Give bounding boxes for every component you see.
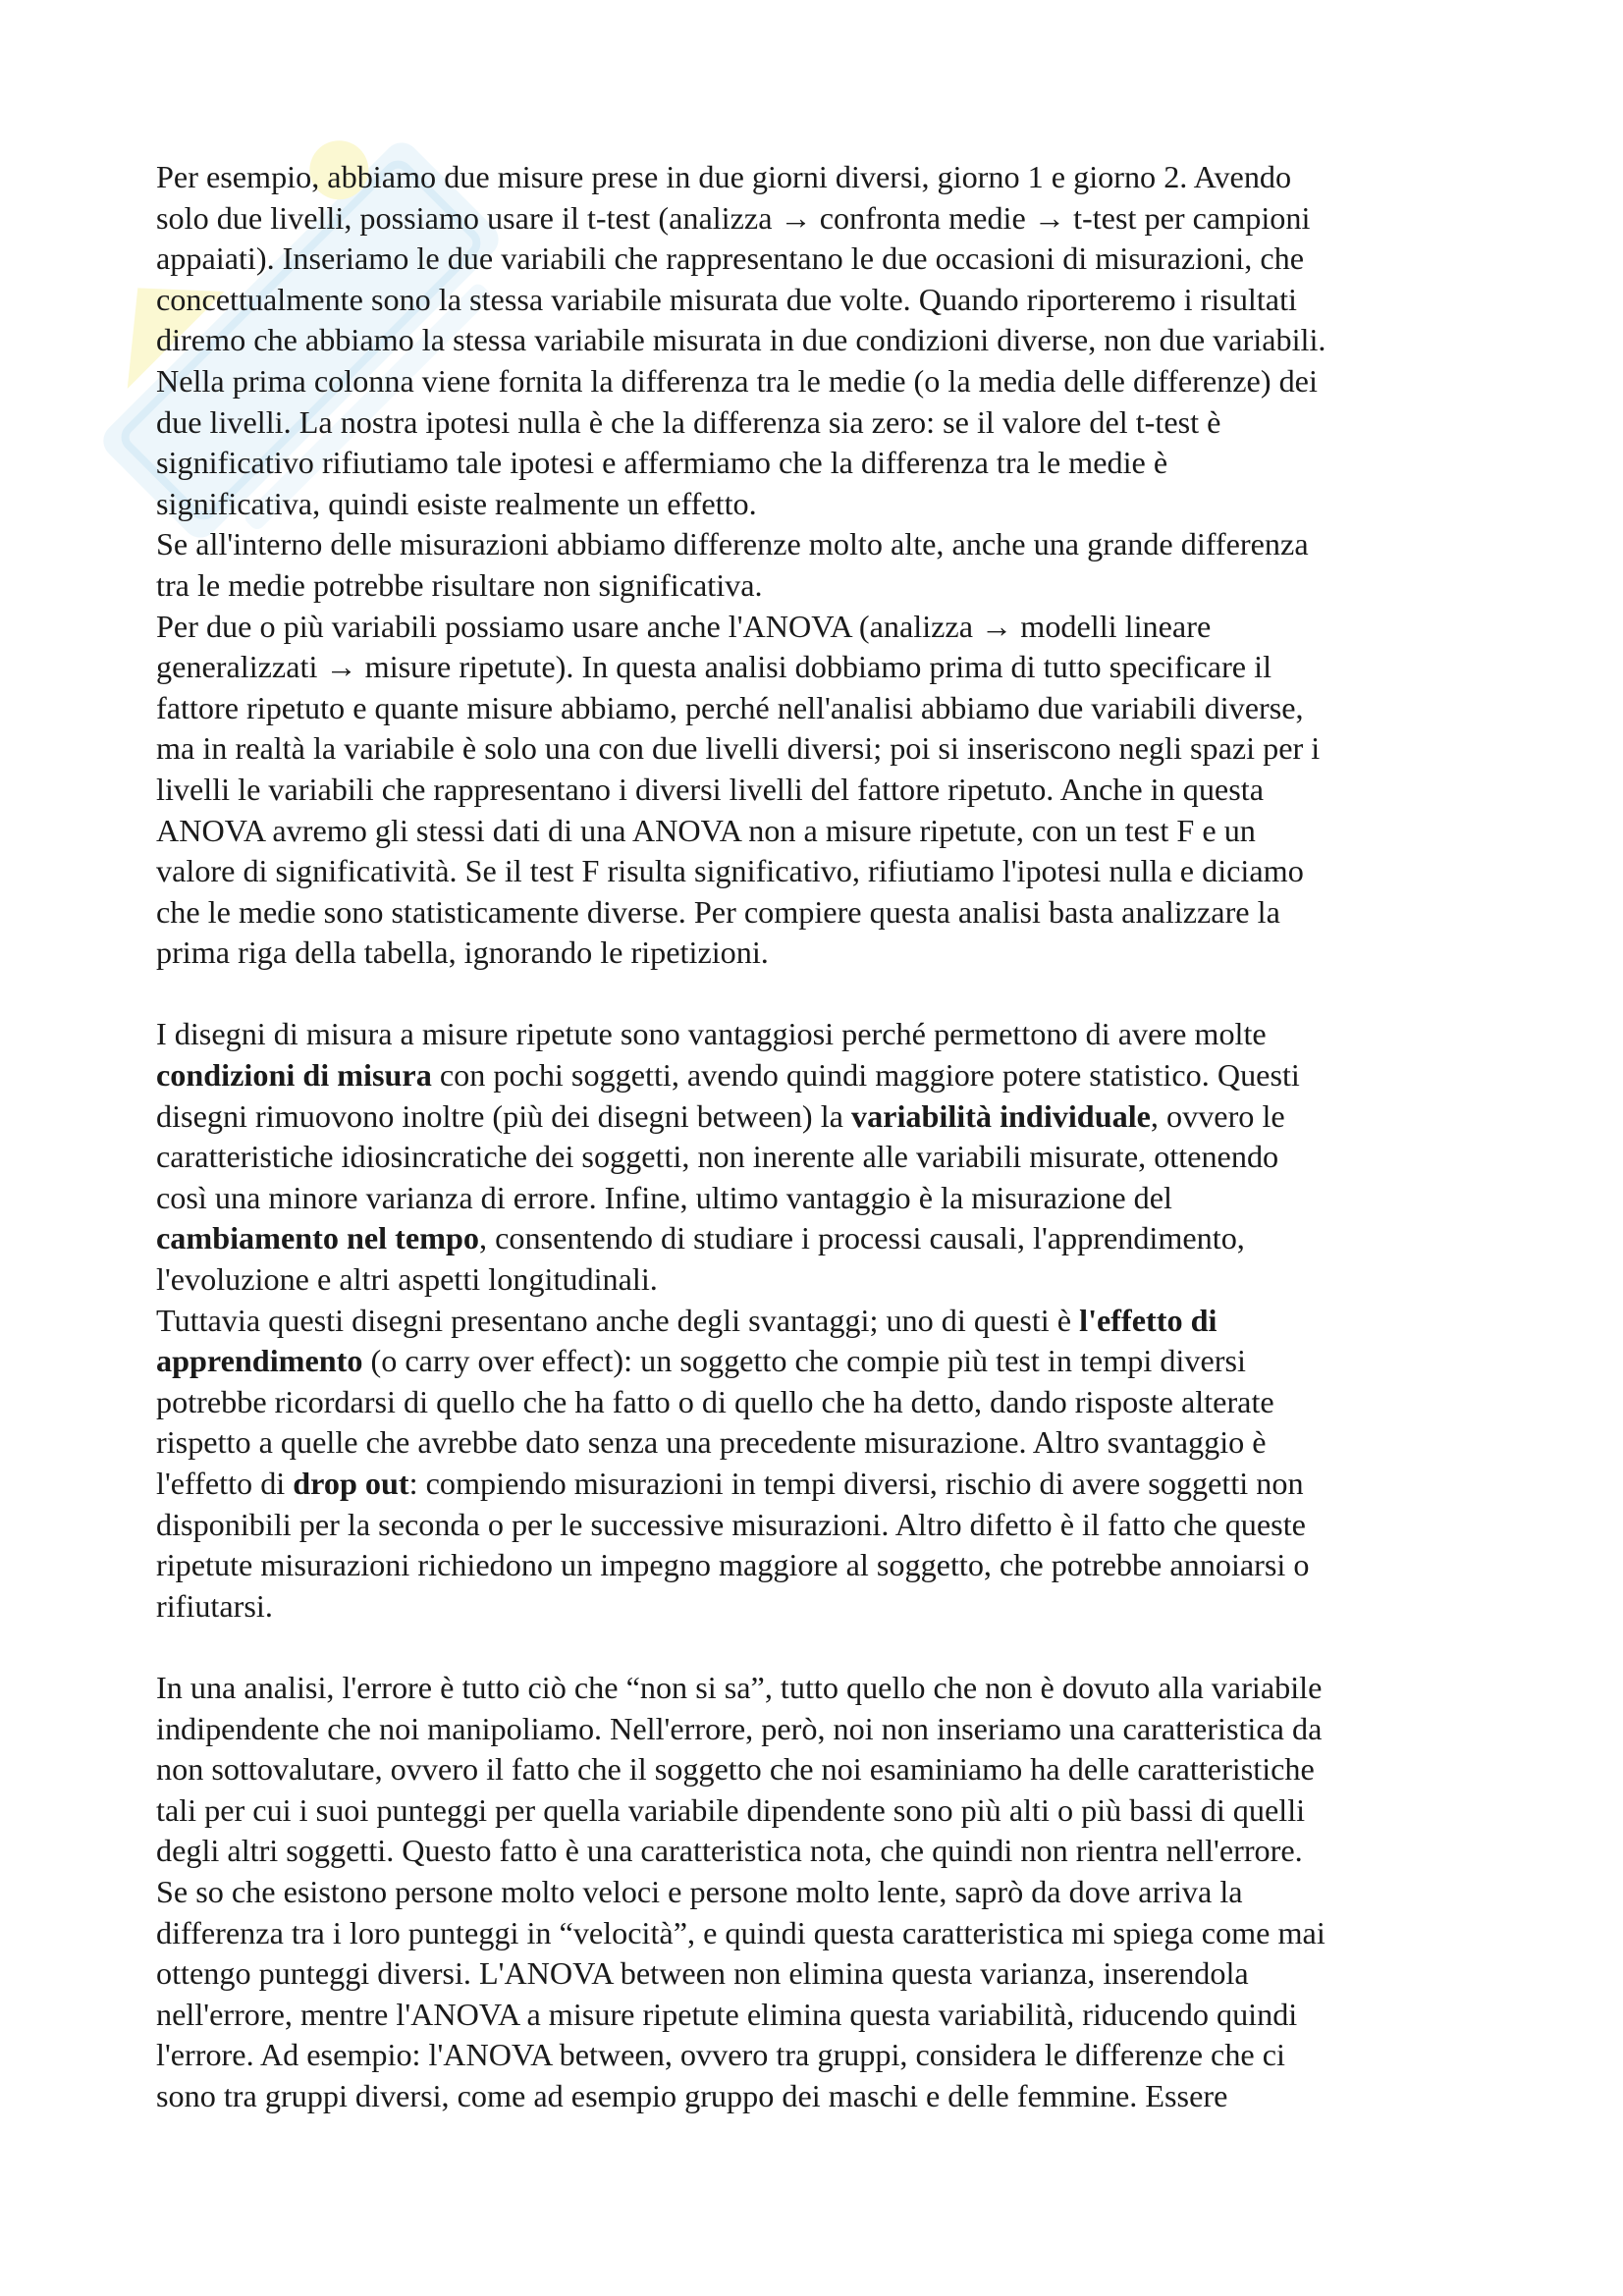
paragraph-gap <box>156 974 1477 1015</box>
text-line <box>156 1301 1477 1342</box>
text-segment: tra le medie potrebbe risultare non significativa. <box>156 566 763 603</box>
text-line <box>156 1953 1477 1995</box>
text-line <box>156 484 1477 525</box>
text-line <box>156 1586 1477 1628</box>
text-line <box>156 688 1477 729</box>
text-line <box>156 1422 1477 1464</box>
text-line <box>156 1341 1477 1382</box>
text-line <box>156 157 1477 198</box>
text-segment: generalizzati → misure ripetute). In questa analisi dobbiamo prima di tutto specificare il <box>156 649 1272 685</box>
paragraph-gap <box>156 1627 1477 1668</box>
text-line <box>156 198 1477 240</box>
text-line <box>156 1668 1477 1709</box>
text-segment: rifiutarsi. <box>156 1587 273 1624</box>
text-line <box>156 2076 1477 2117</box>
bold-term: l'effetto di <box>1079 1302 1217 1338</box>
text-line <box>156 1749 1477 1790</box>
text-line <box>156 320 1477 361</box>
text-segment: differenza tra i loro punteggi in “velocità”, e quindi questa caratteristica mi spiega come mai <box>156 1914 1325 1950</box>
bold-term: drop out <box>293 1466 409 1501</box>
text-line <box>156 1995 1477 2036</box>
text-segment: Nella prima colonna viene fornita la differenza tra le medie (o la media delle differenze) dei <box>156 362 1318 399</box>
text-segment: appaiati). Inseriamo le due variabili che rappresentano le due occasioni di misurazioni, che <box>156 240 1305 277</box>
bold-term: cambiamento nel tempo <box>156 1220 479 1256</box>
text-line <box>156 851 1477 892</box>
text-segment: indipendente che noi manipoliamo. Nell'errore, però, noi non inseriamo una caratteristica da <box>156 1710 1323 1746</box>
text-line <box>156 1790 1477 1832</box>
text-segment: rispetto a quelle che avrebbe dato senza una precedente misurazione. Altro svantaggio è <box>156 1424 1267 1461</box>
text-line <box>156 1505 1477 1546</box>
text-segment: non sottovalutare, ovvero il fatto che il soggetto che noi esaminiamo ha delle caratteristiche <box>156 1751 1315 1788</box>
text-segment: degli altri soggetti. Questo fatto è una caratteristica nota, che quindi non rientra nell'errore. <box>156 1833 1303 1869</box>
text-line <box>156 1259 1477 1301</box>
text-line <box>156 1709 1477 1750</box>
text-line <box>156 770 1477 811</box>
text-line <box>156 239 1477 280</box>
text-segment: concettualmente sono la stessa variabile misurata due volte. Quando riporteremo i risultati <box>156 281 1297 317</box>
text-line <box>156 524 1477 565</box>
text-segment: diremo che abbiamo la stessa variabile misurata in due condizioni diverse, non due variabili. <box>156 322 1326 358</box>
text-line <box>156 1913 1477 1954</box>
text-segment: significativo rifiutiamo tale ipotesi e affermiamo che la differenza tra le medie è <box>156 445 1168 481</box>
text-segment: l'effetto di <box>156 1466 294 1501</box>
text-segment: (o carry over effect): un soggetto che compie più test in tempi diversi <box>362 1343 1246 1379</box>
text-line <box>156 1218 1477 1259</box>
text-segment: l'errore. Ad esempio: l'ANOVA between, ovvero tra gruppi, considera le differenze che ci <box>156 2037 1285 2073</box>
text-segment: , ovvero le <box>1150 1097 1285 1134</box>
text-segment: ottengo punteggi diversi. L'ANOVA between non elimina questa varianza, inserendola <box>156 1955 1249 1992</box>
text-segment: disegni rimuovono inoltre (più dei disegni between) la <box>156 1097 851 1134</box>
text-line <box>156 1831 1477 1872</box>
text-segment: Tuttavia questi disegni presentano anche degli svantaggi; uno di questi è <box>156 1302 1080 1338</box>
text-segment: significativa, quindi esiste realmente un effetto. <box>156 485 757 521</box>
text-line <box>156 2035 1477 2076</box>
text-line <box>156 811 1477 852</box>
text-line <box>156 1014 1477 1055</box>
text-segment: così una minore varianza di errore. Infine, ultimo vantaggio è la misurazione del <box>156 1179 1172 1215</box>
text-segment: solo due livelli, possiamo usare il t-test (analizza → confronta medie → t-test per campioni <box>156 199 1311 236</box>
text-line <box>156 1872 1477 1913</box>
text-segment: livelli le variabili che rappresentano i diversi livelli del fattore ripetuto. Anche in questa <box>156 771 1264 807</box>
text-segment: I disegni di misura a misure ripetute sono vantaggiosi perché permettono di avere molte <box>156 1016 1267 1052</box>
text-line <box>156 647 1477 688</box>
text-segment: caratteristiche idiosincratiche dei soggetti, non inerente alle variabili misurate, ottenendo <box>156 1139 1279 1175</box>
text-line <box>156 1096 1477 1138</box>
text-segment: ma in realtà la variabile è solo una con due livelli diversi; poi si inseriscono negli spazi per i <box>156 730 1321 767</box>
bold-term: variabilità individuale <box>850 1097 1151 1134</box>
text-line <box>156 1545 1477 1586</box>
text-segment: In una analisi, l'errore è tutto ciò che “non si sa”, tutto quello che non è dovuto alla variabile <box>156 1669 1323 1705</box>
text-line <box>156 892 1477 934</box>
text-segment: l'evoluzione e altri aspetti longitudinali. <box>156 1261 658 1298</box>
text-line <box>156 361 1477 402</box>
text-line <box>156 933 1477 974</box>
bold-term: apprendimento <box>156 1343 363 1379</box>
text-line <box>156 1382 1477 1423</box>
text-line <box>156 728 1477 770</box>
text-segment: due livelli. La nostra ipotesi nulla è che la differenza sia zero: se il valore del t-test è <box>156 403 1221 440</box>
text-segment: ripetute misurazioni richiedono un impegno maggiore al soggetto, che potrebbe annoiarsi o <box>156 1547 1310 1583</box>
text-segment: Se so che esistono persone molto veloci e persone molto lente, saprò da dove arriva la <box>156 1873 1243 1909</box>
text-segment: con pochi soggetti, avendo quindi maggiore potere statistico. Questi <box>431 1057 1300 1094</box>
bold-term: condizioni di misura <box>156 1057 432 1094</box>
text-segment: , consentendo di studiare i processi causali, l'apprendimento, <box>478 1220 1245 1256</box>
text-line <box>156 1178 1477 1219</box>
document-body <box>156 157 1477 2117</box>
text-segment: ANOVA avremo gli stessi dati di una ANOVA non a misure ripetute, con un test F e un <box>156 812 1256 848</box>
text-line <box>156 565 1477 607</box>
text-line <box>156 607 1477 648</box>
text-segment: : compiendo misurazioni in tempi diversi, rischio di avere soggetti non <box>408 1466 1304 1501</box>
text-line <box>156 1055 1477 1096</box>
text-line <box>156 402 1477 444</box>
text-segment: Se all'interno delle misurazioni abbiamo differenze molto alte, anche una grande differenza <box>156 526 1309 562</box>
text-segment: Per due o più variabili possiamo usare anche l'ANOVA (analizza → modelli lineare <box>156 608 1212 644</box>
text-line <box>156 443 1477 484</box>
text-line <box>156 1137 1477 1178</box>
text-segment: prima riga della tabella, ignorando le ripetizioni. <box>156 934 769 971</box>
text-segment: che le medie sono statisticamente diverse. Per compiere questa analisi basta analizzare la <box>156 893 1280 930</box>
text-line <box>156 1464 1477 1505</box>
text-segment: nell'errore, mentre l'ANOVA a misure ripetute elimina questa variabilità, riducendo quindi <box>156 1996 1298 2032</box>
text-segment: tali per cui i suoi punteggi per quella variabile dipendente sono più alti o più bassi di quelli <box>156 1791 1306 1828</box>
text-segment: sono tra gruppi diversi, come ad esempio gruppo dei maschi e delle femmine. Essere <box>156 2077 1228 2113</box>
text-segment: Per esempio, abbiamo due misure prese in due giorni diversi, giorno 1 e giorno 2. Avendo <box>156 159 1292 194</box>
text-line <box>156 280 1477 321</box>
text-segment: fattore ripetuto e quante misure abbiamo, perché nell'analisi abbiamo due variabili diverse, <box>156 689 1304 725</box>
text-segment: disponibili per la seconda o per le successive misurazioni. Altro difetto è il fatto che queste <box>156 1506 1306 1542</box>
text-segment: potrebbe ricordarsi di quello che ha fatto o di quello che ha detto, dando risposte alterate <box>156 1383 1274 1419</box>
text-segment: valore di significatività. Se il test F risulta significativo, rifiutiamo l'ipotesi nulla e diciamo <box>156 853 1304 889</box>
